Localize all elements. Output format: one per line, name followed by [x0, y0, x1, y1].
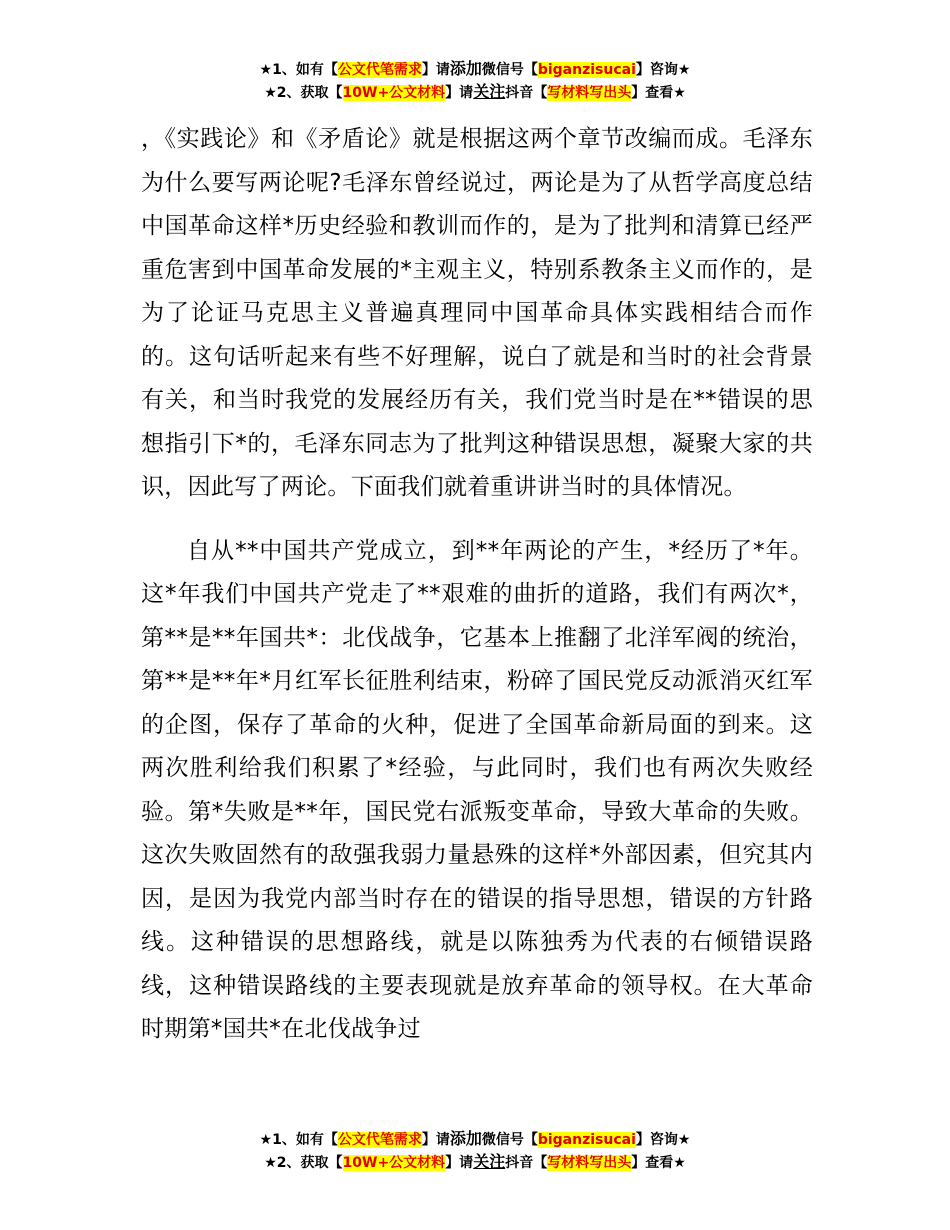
document-body — [141, 118, 813, 1052]
footer-line-2-text: 】请 — [445, 1155, 474, 1171]
header-line-1-text: 微信号【 — [481, 62, 538, 78]
footer-banner — [0, 1128, 950, 1174]
footer-highlight-materials: 10W+公文材料 — [342, 1155, 446, 1171]
header-line-1-text: 】请 — [421, 62, 450, 78]
header-line-2-text: ★2、获取【 — [264, 85, 343, 101]
footer-line-2-text: 抖音【 — [505, 1155, 548, 1171]
header-line-1-text: 】咨询★ — [635, 62, 691, 78]
header-highlight-wechat-id: biganzisucai — [537, 62, 636, 78]
body-paragraph-2: 自从**中国共产党成立，到**年两论的产生，*经历了*年。这*年我们中国共产党走了**艰难的曲折的道路，我们有两次*，第**是**年国共*：北伐战争，它基本上推翻了北洋军阀的统治，第**是**年*月红军长征胜利结束，粉碎了国民党反动派消灭红军的企图，保存了革命的火种，促进了全国革命新局面的到来。这两次胜利给我们积累了*经验，与此同时，我们也有两次失败经验。第*失败是**年，国民党右派叛变革命，导致大革命的失败。这次失败固然有的敌强我弱力量悬殊的这样*外部因素，但究其内因，是因为我党内部当时存在的错误的指导思想，错误的方针路线。这种错误的思想路线，就是以陈独秀为代表的右倾错误路线，这种错误路线的主要表现就是放弃革命的领导权。在大革命时期第*国共*在北伐战争过 — [141, 537, 813, 1042]
footer-line-1-text: ★1、如有【 — [259, 1132, 338, 1148]
header-line-2-text: 】请 — [445, 85, 474, 101]
header-line-2-text: 】查看★ — [631, 85, 686, 101]
footer-line-1-emphasis: 添加 — [449, 1129, 482, 1148]
footer-highlight-douyin: 写材料写出头 — [547, 1155, 632, 1171]
footer-line-2-text: 】查看★ — [631, 1155, 686, 1171]
header-highlight-ghostwriting: 公文代笔需求 — [337, 62, 422, 78]
header-highlight-douyin: 写材料写出头 — [547, 85, 632, 101]
footer-line-2-emphasis: 关注 — [473, 1152, 506, 1171]
header-highlight-materials: 10W+公文材料 — [342, 85, 446, 101]
footer-line-2-text: ★2、获取【 — [264, 1155, 343, 1171]
footer-highlight-ghostwriting: 公文代笔需求 — [337, 1132, 422, 1148]
footer-line-1-text: 】咨询★ — [635, 1132, 691, 1148]
header-line-1-emphasis: 添加 — [449, 59, 482, 78]
footer-line-1 — [0, 1128, 950, 1151]
header-banner — [0, 58, 950, 104]
footer-line-1-text: 微信号【 — [481, 1132, 538, 1148]
header-line-1 — [0, 58, 950, 81]
header-line-2 — [0, 81, 950, 104]
header-line-1-text: ★1、如有【 — [259, 62, 338, 78]
footer-line-2 — [0, 1151, 950, 1174]
footer-line-1-text: 】请 — [421, 1132, 450, 1148]
body-paragraph-1: ，《实践论》和《矛盾论》就是根据这两个章节改编而成。毛泽东为什么要写两论呢?毛泽东曾经说过，两论是为了从哲学高度总结中国革命这样*历史经验和教训而作的，是为了批判和清算已经严重危害到中国革命发展的*主观主义，特别系教条主义而作的，是为了论证马克思主义普遍真理同中国革命具体实践相结合而作的。这句话听起来有些不好理解，说白了就是和当时的社会背景有关，和当时我党的发展经历有关，我们党当时是在**错误的思想指引下*的，毛泽东同志为了批判这种错误思想，凝聚大家的共识，因此写了两论。下面我们就着重讲讲当时的具体情况。 — [141, 126, 813, 500]
header-line-2-text: 抖音【 — [505, 85, 548, 101]
footer-highlight-wechat-id: biganzisucai — [537, 1132, 636, 1148]
header-line-2-emphasis: 关注 — [473, 82, 506, 101]
